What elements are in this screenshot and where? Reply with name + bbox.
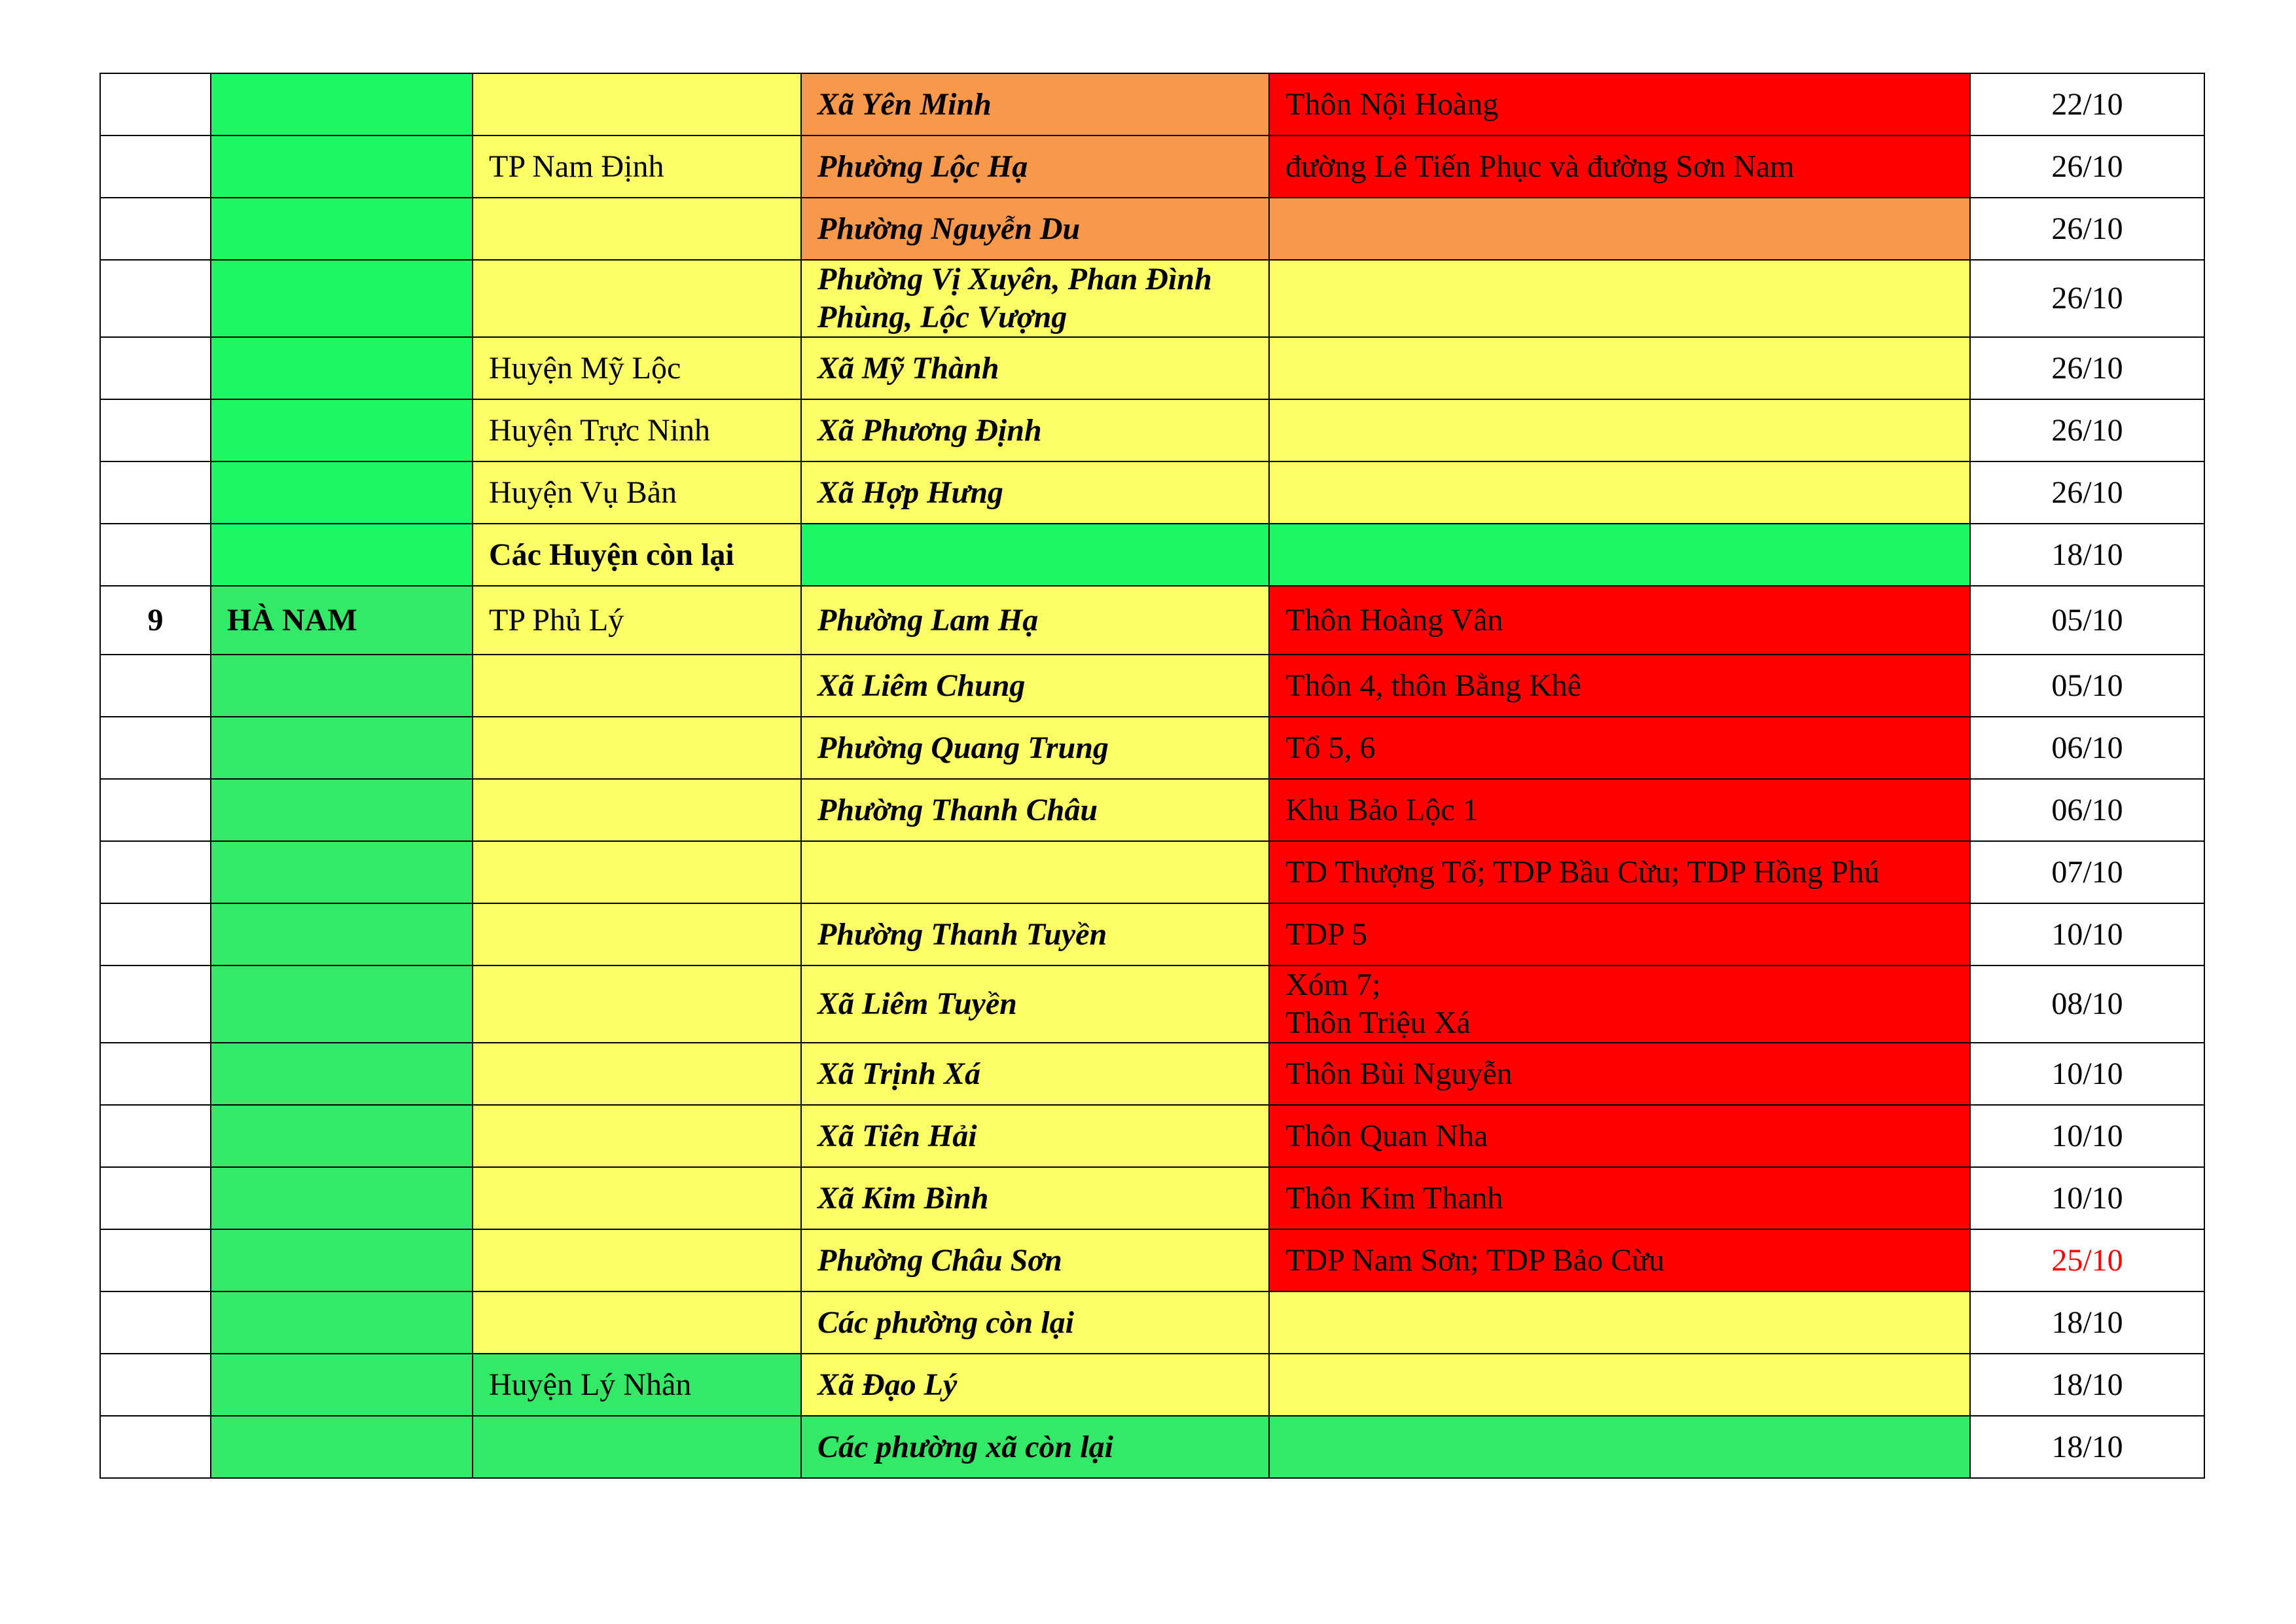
province-cell [211,198,473,260]
date-cell: 22/10 [1970,73,2204,135]
ward-cell: Phường Châu Sơn [801,1229,1269,1291]
province-cell [211,73,473,135]
date-cell: 26/10 [1970,260,2204,337]
stt-cell: 9 [100,586,211,655]
district-cell: Huyện Trực Ninh [473,399,801,461]
stt-cell [100,260,211,337]
district-cell [473,198,801,260]
province-cell [211,965,473,1043]
stt-cell [100,1043,211,1105]
stt-cell [100,1354,211,1416]
table-row [100,1229,2204,1291]
ward-cell: Phường Nguyễn Du [801,198,1269,260]
table-row [100,779,2204,841]
district-cell [473,73,801,135]
area-cell: Tổ 5, 6 [1269,717,1970,779]
date-cell: 26/10 [1970,198,2204,260]
province-cell [211,779,473,841]
stt-cell [100,1229,211,1291]
stt-cell [100,965,211,1043]
table-row [100,73,2204,135]
stt-cell [100,135,211,198]
area-cell [1269,1416,1970,1478]
stt-cell [100,337,211,399]
stt-cell [100,461,211,524]
area-cell: TD Thượng Tổ; TDP Bầu Cừu; TDP Hồng Phú [1269,841,1970,903]
district-cell [473,965,801,1043]
district-cell: Các Huyện còn lại [473,524,801,586]
table-row [100,461,2204,524]
ward-cell: Phường Thanh Châu [801,779,1269,841]
date-cell: 10/10 [1970,903,2204,965]
district-cell [473,1229,801,1291]
ward-cell [801,524,1269,586]
province-cell [211,1354,473,1416]
date-cell: 18/10 [1970,1354,2204,1416]
stt-cell [100,399,211,461]
area-cell [1269,260,1970,337]
ward-cell: Phường Lam Hạ [801,586,1269,655]
province-cell: HÀ NAM [211,586,473,655]
stt-cell [100,198,211,260]
date-cell: 10/10 [1970,1167,2204,1229]
table-row [100,337,2204,399]
area-line: Thôn Triệu Xá [1285,1005,1471,1040]
ward-cell: Phường Quang Trung [801,717,1269,779]
date-cell: 25/10 [1970,1229,2204,1291]
table-row [100,198,2204,260]
ward-cell: Xã Liêm Tuyền [801,965,1269,1043]
table-row [100,586,2204,655]
date-cell: 18/10 [1970,1416,2204,1478]
province-cell [211,1291,473,1354]
table-row [100,655,2204,717]
area-cell: TDP Nam Sơn; TDP Bảo Cừu [1269,1229,1970,1291]
district-cell [473,841,801,903]
ward-cell: Các phường xã còn lại [801,1416,1269,1478]
district-cell [473,655,801,717]
province-cell [211,903,473,965]
district-cell [473,779,801,841]
date-cell: 05/10 [1970,586,2204,655]
stt-cell [100,524,211,586]
district-cell: Huyện Vụ Bản [473,461,801,524]
ward-cell: Xã Liêm Chung [801,655,1269,717]
stt-cell [100,717,211,779]
area-cell: Thôn Nội Hoàng [1269,73,1970,135]
stt-cell [100,1105,211,1167]
area-cell [1269,524,1970,586]
province-cell [211,260,473,337]
date-cell: 26/10 [1970,337,2204,399]
province-cell [211,1105,473,1167]
date-cell: 08/10 [1970,965,2204,1043]
table-row [100,717,2204,779]
table-row [100,260,2204,337]
area-cell: Thôn Quan Nha [1269,1105,1970,1167]
ward-cell [801,841,1269,903]
date-cell: 06/10 [1970,779,2204,841]
district-cell [473,717,801,779]
stt-cell [100,1167,211,1229]
date-cell: 26/10 [1970,135,2204,198]
table-row [100,399,2204,461]
date-cell: 26/10 [1970,399,2204,461]
district-cell: Huyện Mỹ Lộc [473,337,801,399]
area-cell: Thôn 4, thôn Bằng Khê [1269,655,1970,717]
ward-cell: Phường Thanh Tuyền [801,903,1269,965]
table-row [100,135,2204,198]
table-row [100,841,2204,903]
stt-cell [100,1291,211,1354]
date-cell: 10/10 [1970,1043,2204,1105]
district-cell [473,1416,801,1478]
date-cell: 06/10 [1970,717,2204,779]
ward-cell: Xã Yên Minh [801,73,1269,135]
table-row [100,1043,2204,1105]
area-cell: Thôn Hoàng Vân [1269,586,1970,655]
district-cell [473,1167,801,1229]
date-cell: 18/10 [1970,1291,2204,1354]
area-cell [1269,1291,1970,1354]
district-cell [473,903,801,965]
area-cell: TDP 5 [1269,903,1970,965]
ward-cell: Xã Đạo Lý [801,1354,1269,1416]
province-cell [211,135,473,198]
table-row [100,965,2204,1043]
table-row [100,1105,2204,1167]
table-row [100,903,2204,965]
district-cell [473,1291,801,1354]
ward-cell: Phường Lộc Hạ [801,135,1269,198]
province-cell [211,1043,473,1105]
area-cell: Thôn Bùi Nguyễn [1269,1043,1970,1105]
ward-cell: Xã Trịnh Xá [801,1043,1269,1105]
district-cell: Huyện Lý Nhân [473,1354,801,1416]
date-cell: 07/10 [1970,841,2204,903]
ward-cell: Xã Kim Bình [801,1167,1269,1229]
table-row [100,1354,2204,1416]
district-cell: TP Nam Định [473,135,801,198]
covid-risk-level-table [99,73,2205,1479]
area-cell [1269,198,1970,260]
district-cell: TP Phủ Lý [473,586,801,655]
stt-cell [100,841,211,903]
province-cell [211,717,473,779]
ward-cell: Xã Mỹ Thành [801,337,1269,399]
district-cell [473,260,801,337]
area-cell: Thôn Kim Thanh [1269,1167,1970,1229]
area-cell [1269,337,1970,399]
stt-cell [100,1416,211,1478]
district-cell [473,1105,801,1167]
area-cell: đường Lê Tiến Phục và đường Sơn Nam [1269,135,1970,198]
province-cell [211,399,473,461]
area-cell [1269,399,1970,461]
ward-cell: Các phường còn lại [801,1291,1269,1354]
stt-cell [100,779,211,841]
table-row [100,1167,2204,1229]
date-cell: 10/10 [1970,1105,2204,1167]
area-cell: Khu Bảo Lộc 1 [1269,779,1970,841]
date-cell: 26/10 [1970,461,2204,524]
area-cell [1269,1354,1970,1416]
province-cell [211,1229,473,1291]
ward-cell: Xã Phương Định [801,399,1269,461]
stt-cell [100,903,211,965]
province-cell [211,1416,473,1478]
area-cell [1269,965,1970,1043]
area-line: Xóm 7; [1285,967,1381,1002]
stt-cell [100,655,211,717]
ward-cell: Xã Hợp Hưng [801,461,1269,524]
province-cell [211,841,473,903]
province-cell [211,655,473,717]
date-cell: 18/10 [1970,524,2204,586]
area-cell [1269,461,1970,524]
province-cell [211,461,473,524]
province-cell [211,1167,473,1229]
district-cell [473,1043,801,1105]
stt-cell [100,73,211,135]
table-row [100,524,2204,586]
date-cell: 05/10 [1970,655,2204,717]
table-row [100,1291,2204,1354]
ward-cell: Xã Tiên Hải [801,1105,1269,1167]
table-row [100,1416,2204,1478]
ward-cell: Phường Vị Xuyên, Phan Đình Phùng, Lộc Vượng [801,260,1269,337]
province-cell [211,337,473,399]
province-cell [211,524,473,586]
